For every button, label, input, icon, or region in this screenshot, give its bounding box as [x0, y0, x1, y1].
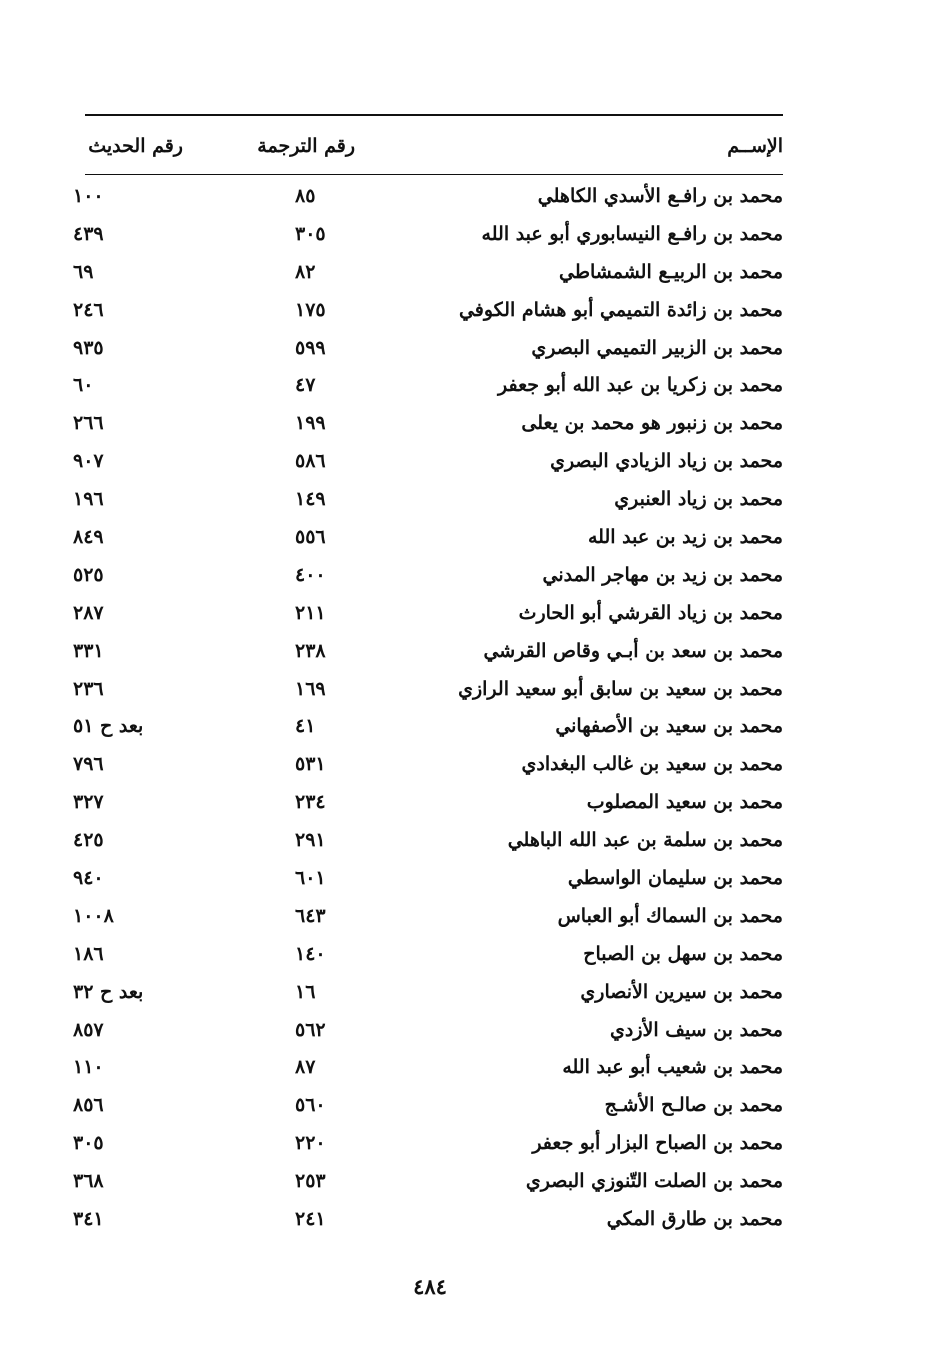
translation-number: ٥٣١: [295, 753, 326, 776]
narrator-name: محمد بن السماك أبو العباس: [557, 904, 783, 927]
narrator-name: محمد بن زياد الزيادي البصري: [550, 450, 783, 473]
table-row: [73, 178, 783, 216]
narrator-name: محمد بن سلمة بن عبد الله الباهلي: [507, 829, 783, 852]
narrator-name: محمد بن صالـح الأشـج: [604, 1094, 783, 1117]
narrator-name: محمد بن طارق المكي: [606, 1208, 783, 1231]
hadith-number: بعد ح ٣٢: [73, 980, 144, 1003]
translation-number: ٢٩١: [295, 829, 326, 852]
narrator-name: محمد بن سيرين الأنصاري: [580, 980, 783, 1003]
narrator-name: محمد بن رافـع النيسابوري أبو عبد الله: [481, 222, 783, 245]
table-row: [73, 443, 783, 481]
hadith-number: ٤٢٥: [73, 829, 104, 852]
hadith-number: ١٠٠: [73, 185, 104, 207]
table-row: [73, 1201, 783, 1239]
translation-number: ١٦: [295, 980, 316, 1003]
narrator-name: محمد بن سعد بن أبـي وقاص القرشي: [483, 639, 783, 662]
table-row: [73, 974, 783, 1012]
hadith-number: ٦٩: [73, 260, 94, 283]
translation-number: ٥٥٦: [295, 526, 326, 549]
hadith-number: ٣٦٨: [73, 1170, 104, 1193]
narrator-name: محمد بن الصباح البزار أبو جعفر: [532, 1132, 783, 1155]
table-row: [73, 784, 783, 822]
translation-number: ١٦٩: [295, 677, 326, 700]
translation-number: ٨٧: [295, 1056, 316, 1079]
hadith-number: ٣٢٧: [73, 791, 104, 814]
narrator-name: محمد بن الصلت التّنوزي البصري: [525, 1170, 783, 1193]
table-row: [73, 936, 783, 974]
table-row: [73, 519, 783, 557]
table-row: [73, 822, 783, 860]
hadith-number: ٢٤٦: [73, 298, 104, 321]
narrator-name: محمد بن سليمان الواسطي: [567, 867, 783, 890]
hadith-number: ٣٣١: [73, 639, 104, 662]
translation-number: ٥٦٢: [295, 1018, 326, 1041]
hadith-number: ٦٠: [73, 374, 94, 397]
narrator-name: محمد بن زياد القرشي أبو الحارث: [518, 601, 783, 624]
table-row: [73, 254, 783, 292]
hadith-number: ٢٦٦: [73, 412, 104, 435]
narrator-name: محمد بن سعيد بن غالب البغدادي: [521, 753, 783, 776]
table-row: [73, 1125, 783, 1163]
table-row: [73, 898, 783, 936]
hadith-number: ١١٠: [73, 1056, 104, 1079]
hadith-number: بعد ح ٥١: [73, 715, 144, 738]
hadith-number: ١٨٦: [73, 942, 104, 965]
table-row: [73, 1012, 783, 1050]
table-row: [73, 595, 783, 633]
translation-number: ١٤٠: [295, 942, 326, 965]
hadith-number: ٧٩٦: [73, 753, 104, 776]
translation-number: ٢٢٠: [295, 1132, 326, 1155]
table-row: [73, 1049, 783, 1087]
header-translation-no: رقم الترجمة: [257, 135, 355, 157]
top-rule: [85, 114, 783, 116]
hadith-number: ٤٣٩: [73, 222, 104, 245]
narrator-name: محمد بن زائدة التميمي أبو هشام الكوفي: [458, 298, 783, 321]
translation-number: ٤٠٠: [295, 563, 326, 586]
translation-number: ٦٤٣: [295, 904, 326, 927]
header-name: الإســم: [727, 135, 783, 157]
table-row: [73, 216, 783, 254]
table-header: [85, 126, 783, 166]
hadith-number: ٢٨٧: [73, 601, 104, 624]
hadith-number: ٨٥٦: [73, 1094, 104, 1117]
hadith-number: ٣٤١: [73, 1208, 104, 1231]
hadith-number: ٨٤٩: [73, 526, 104, 549]
translation-number: ٢٣٨: [295, 639, 326, 662]
table-row: [73, 633, 783, 671]
table-row: [73, 1087, 783, 1125]
narrator-name: محمد بن سيف الأزدي: [610, 1018, 783, 1041]
narrator-name: محمد بن زكريا بن عبد الله أبو جعفر: [498, 374, 783, 397]
page-number: ٤٨٤: [413, 1274, 447, 1299]
table-row: [73, 860, 783, 898]
translation-number: ٢٤١: [295, 1208, 326, 1231]
hadith-number: ٨٥٧: [73, 1018, 104, 1041]
hadith-number: ٢٣٦: [73, 677, 104, 700]
table-row: [73, 292, 783, 330]
table-row: [73, 330, 783, 368]
hadith-number: ٩٤٠: [73, 867, 104, 890]
narrator-name: محمد بن سعيد المصلوب: [586, 791, 783, 814]
table-row: [73, 1163, 783, 1201]
table-row: [73, 557, 783, 595]
translation-number: ٨٢: [295, 260, 316, 283]
narrator-name: محمد بن شعيب أبو عبد الله: [562, 1056, 783, 1079]
narrator-name: محمد بن الربيـع الشمشاطي: [559, 260, 783, 283]
narrator-name: محمد بن زنبور هو محمد بن يعلى: [521, 412, 783, 435]
table-body: [73, 178, 783, 1239]
translation-number: ١٤٩: [295, 488, 326, 511]
translation-number: ٤١: [295, 715, 316, 738]
hadith-number: ٩٠٧: [73, 450, 104, 473]
hadith-number: ٣٠٥: [73, 1132, 104, 1155]
translation-number: ٨٥: [295, 185, 316, 207]
translation-number: ١٧٥: [295, 298, 326, 321]
translation-number: ٥٨٦: [295, 450, 326, 473]
translation-number: ٤٧: [295, 374, 316, 397]
translation-number: ١٩٩: [295, 412, 326, 435]
translation-number: ٦٠١: [295, 867, 326, 890]
translation-number: ٢٣٤: [295, 791, 326, 814]
header-rule: [85, 174, 783, 175]
translation-number: ٥٦٠: [295, 1094, 326, 1117]
narrator-name: محمد بن زيد بن عبد الله: [587, 526, 783, 549]
hadith-number: ٥٢٥: [73, 563, 104, 586]
narrator-name: محمد بن زيد بن مهاجر المدني: [542, 563, 783, 586]
table-row: [73, 405, 783, 443]
table-row: [73, 746, 783, 784]
narrator-name: محمد بن سهل بن الصباح: [583, 942, 783, 965]
translation-number: ٢١١: [295, 601, 326, 624]
table-row: [73, 481, 783, 519]
narrator-name: محمد بن الزبير التميمي البصري: [531, 336, 783, 359]
narrator-name: محمد بن رافـع الأسدي الكاهلي: [537, 185, 783, 207]
hadith-number: ١٠٠٨: [73, 904, 114, 927]
translation-number: ٣٠٥: [295, 222, 326, 245]
header-hadith-no: رقم الحديث: [88, 135, 183, 157]
translation-number: ٢٥٣: [295, 1170, 326, 1193]
table-row: [73, 708, 783, 746]
hadith-number: ٩٣٥: [73, 336, 104, 359]
hadith-number: ١٩٦: [73, 488, 104, 511]
narrator-name: محمد بن سعيد بن الأصفهاني: [555, 715, 783, 738]
narrator-name: محمد بن سعيد بن سابق أبو سعيد الرازي: [458, 677, 783, 700]
narrator-name: محمد بن زياد العنبري: [614, 488, 783, 511]
table-row: [73, 367, 783, 405]
translation-number: ٥٩٩: [295, 336, 326, 359]
table-row: [73, 671, 783, 709]
